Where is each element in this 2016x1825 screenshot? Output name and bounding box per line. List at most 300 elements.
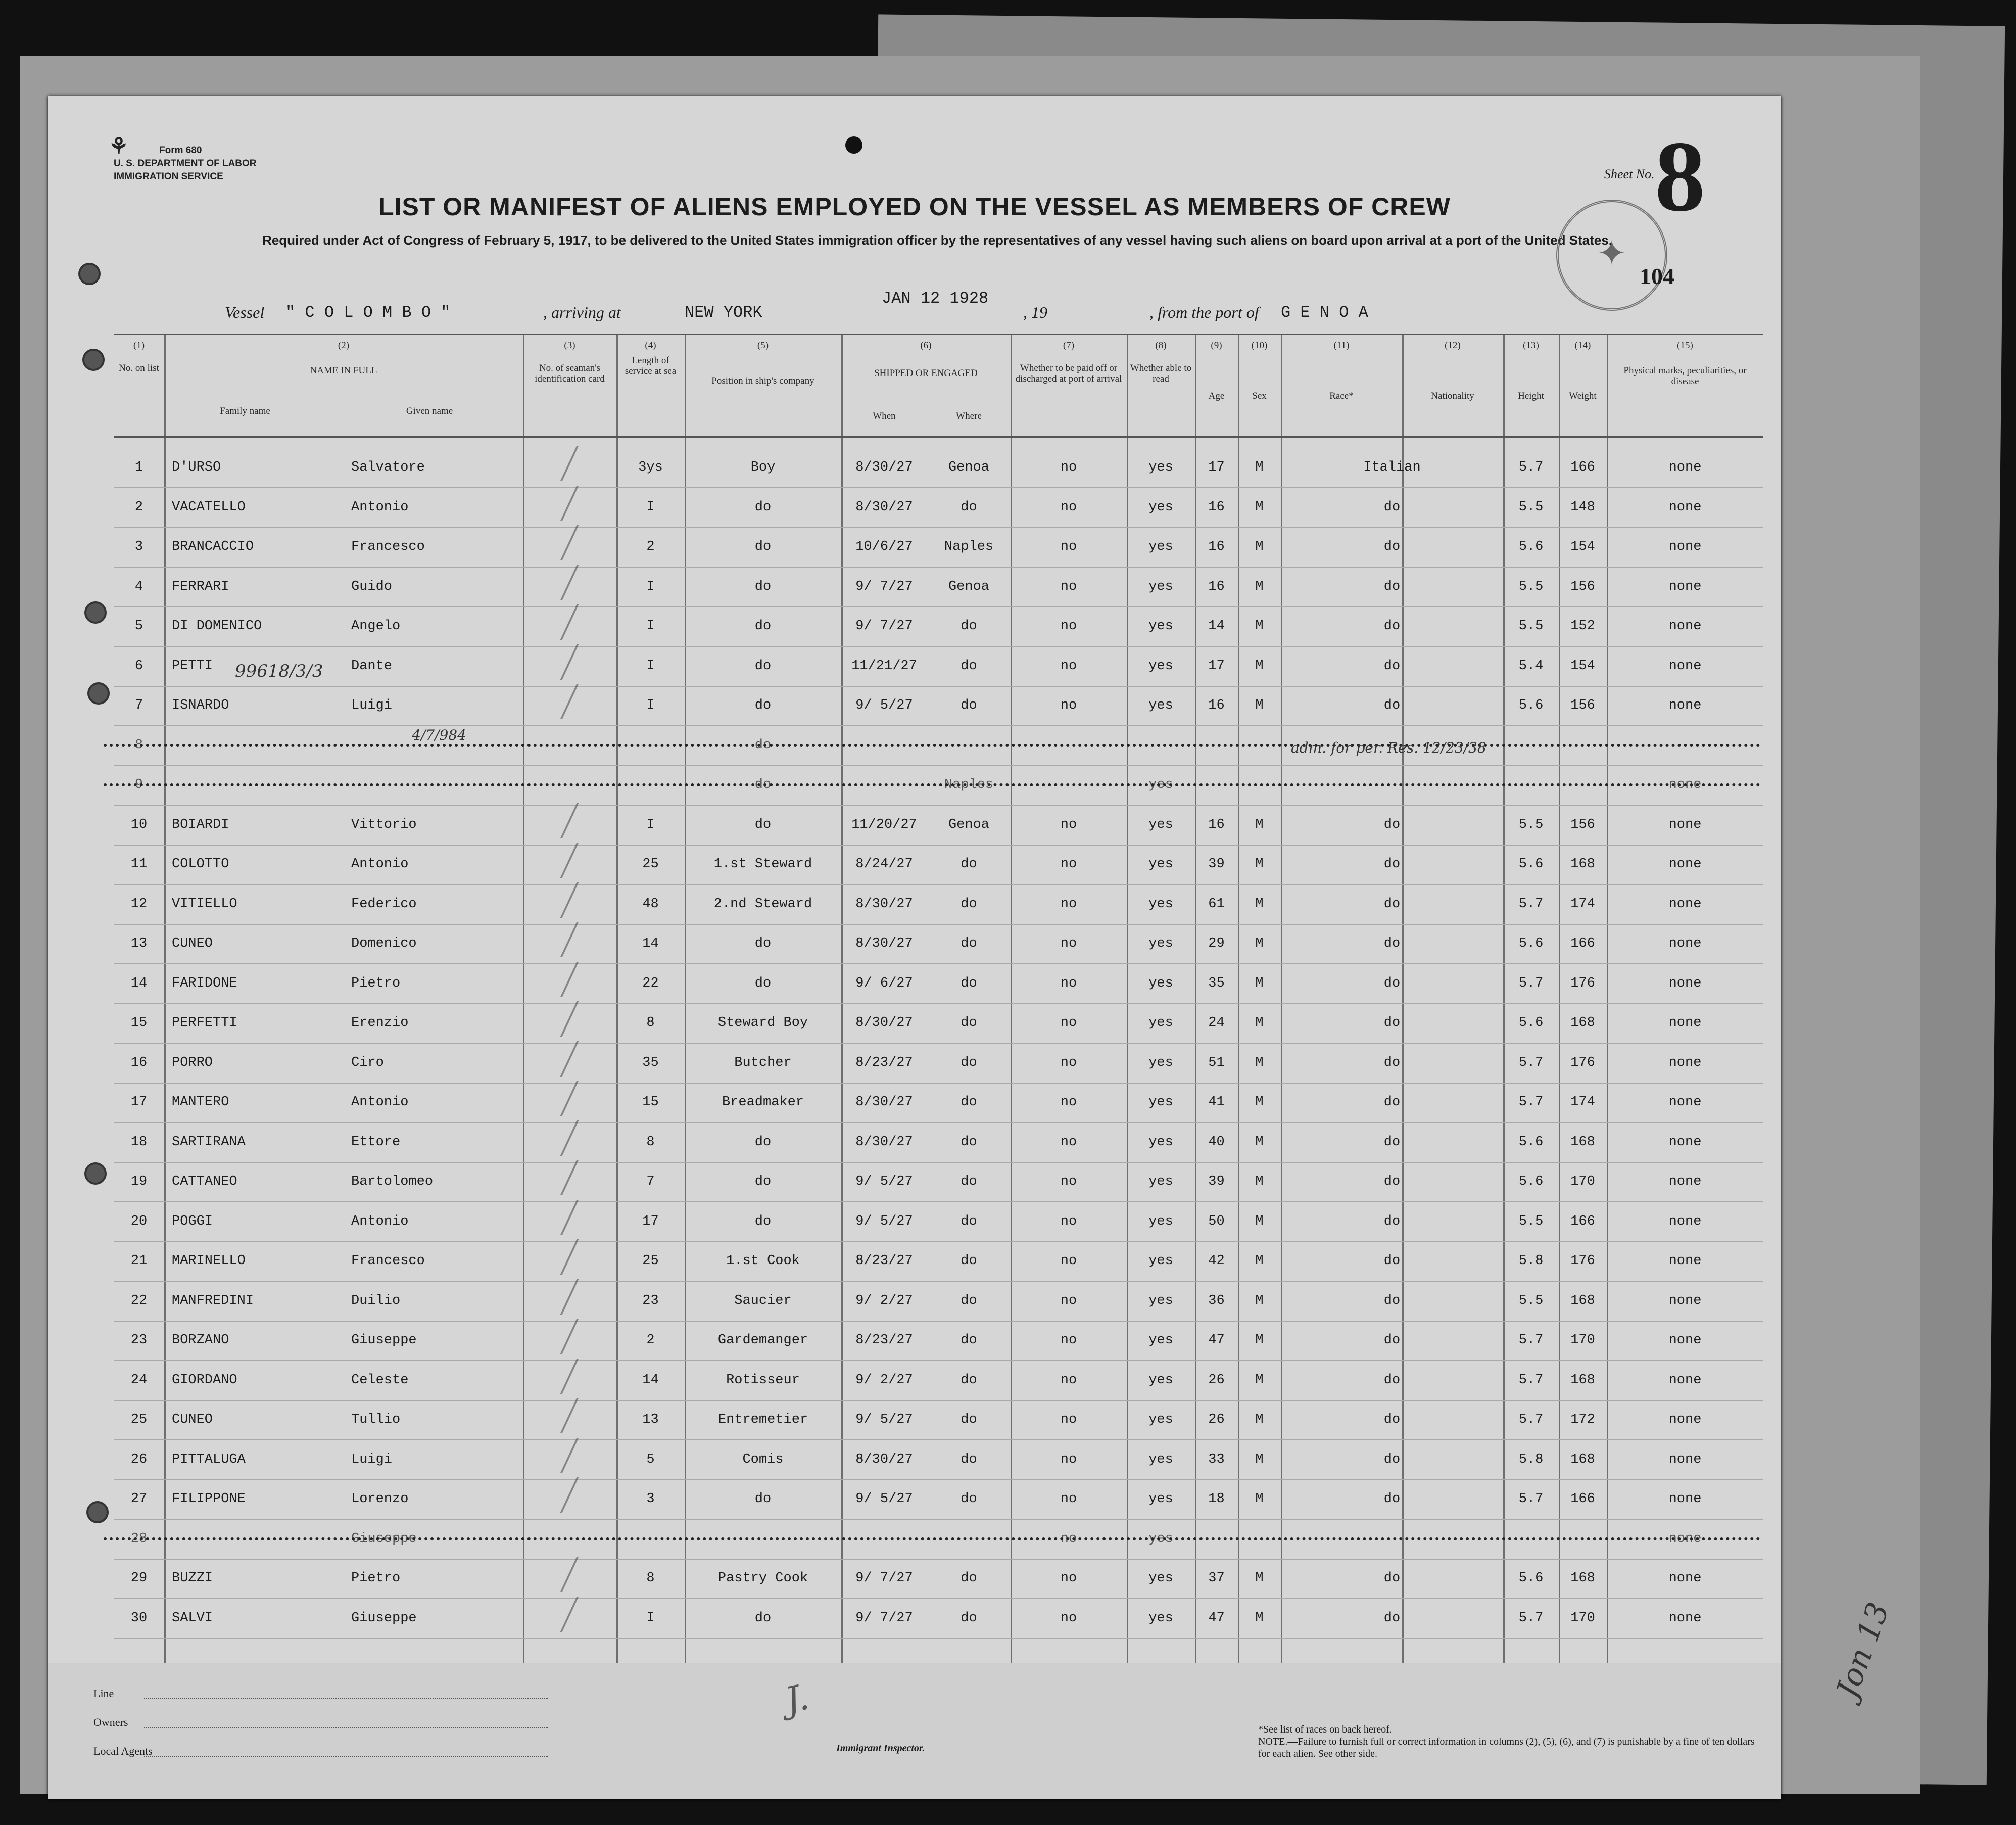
col-header-num: (9)	[1211, 340, 1222, 351]
cell-where: do	[961, 619, 977, 634]
col-header-weight: Weight	[1569, 391, 1597, 401]
cell-sex: M	[1255, 1213, 1264, 1229]
cell-given: Vittorio	[351, 817, 417, 832]
cell-no: 24	[130, 1372, 148, 1388]
cell-weight: 168	[1570, 1452, 1595, 1467]
cell-position: do	[754, 777, 772, 792]
cell-service: 14	[642, 936, 659, 951]
table-row	[114, 1203, 1763, 1242]
cell-paid: no	[1060, 975, 1077, 991]
cell-height: 5.6	[1518, 936, 1544, 951]
cell-no: 7	[134, 698, 143, 713]
cell-paid: no	[1060, 1174, 1077, 1189]
table-row	[114, 1362, 1763, 1401]
cell-age: 16	[1208, 698, 1225, 713]
cell-service: I	[646, 579, 655, 594]
cell-weight: 170	[1570, 1174, 1595, 1189]
table-row	[114, 687, 1763, 726]
cell-where: do	[961, 658, 977, 674]
cell-sex: M	[1255, 975, 1264, 991]
cell-no: 26	[130, 1452, 148, 1467]
cell-height: 5.6	[1518, 857, 1544, 872]
cell-when: 9/ 7/27	[855, 1571, 913, 1586]
cell-sex: M	[1255, 1452, 1264, 1467]
cell-given: Giuseppe	[351, 1610, 417, 1626]
cell-position: do	[754, 539, 772, 554]
vessel-label: Vessel	[225, 303, 265, 321]
line-label: Line	[93, 1687, 114, 1700]
cell-read: yes	[1148, 1095, 1173, 1110]
cell-weight: 176	[1570, 1055, 1595, 1070]
cell-given: Salvatore	[351, 460, 425, 475]
cell-race: do	[1383, 1491, 1401, 1507]
cell-paid: no	[1060, 1571, 1077, 1586]
cell-read: yes	[1148, 698, 1173, 713]
cell-race: do	[1383, 698, 1401, 713]
cell-no: 8	[134, 737, 143, 753]
table-row	[114, 528, 1763, 568]
cell-height: 5.8	[1518, 1452, 1544, 1467]
cell-no: 5	[134, 619, 143, 634]
cell-when: 8/23/27	[855, 1055, 913, 1070]
cell-sex: M	[1255, 460, 1264, 475]
cell-service: I	[646, 1610, 655, 1626]
cell-family: PORRO	[172, 1055, 213, 1070]
col-header-num: (4)	[645, 340, 656, 351]
cell-position: do	[754, 1491, 772, 1507]
cell-position: Boy	[750, 460, 776, 475]
vessel-name: " C O L O M B O "	[285, 303, 451, 322]
punch-hole	[84, 1162, 107, 1185]
cell-where: do	[961, 499, 977, 515]
cell-position: do	[754, 737, 772, 753]
cell-race: do	[1383, 817, 1401, 832]
cell-sex: M	[1255, 817, 1264, 832]
cell-marks: none	[1668, 975, 1702, 991]
cell-no: 3	[134, 539, 143, 554]
cell-when: 9/ 7/27	[855, 1610, 913, 1626]
arriving-port: NEW YORK	[685, 303, 762, 322]
footnote	[1258, 1723, 1763, 1760]
cell-given: Giuseppe	[351, 1531, 417, 1547]
cell-race: do	[1383, 1293, 1401, 1308]
cell-given: Angelo	[351, 619, 401, 634]
cell-marks: none	[1668, 1293, 1702, 1308]
cell-paid: no	[1060, 539, 1077, 554]
cell-position: do	[754, 1610, 772, 1626]
cell-read: yes	[1148, 1372, 1173, 1388]
cell-marks: none	[1668, 1055, 1702, 1070]
cell-weight: 168	[1570, 1372, 1595, 1388]
cell-service: I	[646, 499, 655, 515]
cell-read: yes	[1148, 619, 1173, 634]
cell-read: yes	[1148, 975, 1173, 991]
table-row	[114, 1322, 1763, 1361]
cell-service: 3ys	[638, 460, 663, 475]
cell-age: 41	[1208, 1095, 1225, 1110]
cell-height: 5.4	[1518, 658, 1544, 674]
page-title: LIST OR MANIFEST OF ALIENS EMPLOYED ON THE VESSEL AS MEMBERS OF CREW	[378, 193, 1451, 221]
cell-family: BOIARDI	[172, 817, 229, 832]
cell-where: Genoa	[948, 817, 989, 832]
cell-paid: no	[1060, 1333, 1077, 1348]
cell-marks: none	[1668, 658, 1702, 674]
cell-service: 8	[646, 1134, 655, 1150]
cell-race: do	[1383, 1055, 1401, 1070]
table-row	[114, 766, 1763, 806]
table-row	[114, 489, 1763, 528]
cell-paid: no	[1060, 579, 1077, 594]
cell-no: 4	[134, 579, 143, 594]
cell-weight: 170	[1570, 1610, 1595, 1626]
cell-race: do	[1383, 1452, 1401, 1467]
cell-marks: none	[1668, 1452, 1702, 1467]
cell-race: do	[1383, 579, 1401, 594]
cell-marks: none	[1668, 1253, 1702, 1269]
col-header-num: (12)	[1445, 340, 1461, 351]
cell-given: Francesco	[351, 539, 425, 554]
cell-race: do	[1383, 975, 1401, 991]
cell-position: Breadmaker	[722, 1095, 804, 1110]
cell-age: 47	[1208, 1610, 1225, 1626]
cell-weight: 174	[1570, 1095, 1595, 1110]
cell-service: I	[646, 698, 655, 713]
table-row	[114, 1004, 1763, 1044]
cell-given: Duilio	[351, 1293, 401, 1308]
cell-sex: M	[1255, 1610, 1264, 1626]
cell-position: Saucier	[734, 1293, 792, 1308]
cell-where: do	[961, 1253, 977, 1269]
cell-read: yes	[1148, 1055, 1173, 1070]
cell-no: 25	[130, 1412, 148, 1427]
cell-position: Comis	[742, 1452, 784, 1467]
cell-read: yes	[1148, 658, 1173, 674]
cell-given: Antonio	[351, 857, 409, 872]
table-row	[114, 1124, 1763, 1163]
table-row	[114, 1044, 1763, 1084]
cell-age: 37	[1208, 1571, 1225, 1586]
cell-paid: no	[1060, 896, 1077, 912]
cell-weight: 166	[1570, 1491, 1595, 1507]
cell-paid: no	[1060, 658, 1077, 674]
cell-height: 5.6	[1518, 1571, 1544, 1586]
cell-sex: M	[1255, 1412, 1264, 1427]
cell-race: do	[1383, 1372, 1401, 1388]
cell-height: 5.5	[1518, 1293, 1544, 1308]
cell-marks: none	[1668, 817, 1702, 832]
cell-service: 8	[646, 1571, 655, 1586]
cell-family: COLOTTO	[172, 857, 229, 872]
cell-paid: no	[1060, 619, 1077, 634]
cell-weight: 154	[1570, 658, 1595, 674]
from-label: , from the port of	[1149, 303, 1259, 321]
cell-family: BUZZI	[172, 1571, 213, 1586]
cell-read: yes	[1148, 1333, 1173, 1348]
cell-height: 5.5	[1518, 499, 1544, 515]
form-number: Form 680	[159, 145, 202, 156]
cell-no: 13	[130, 936, 148, 951]
col-header-num: (7)	[1063, 340, 1075, 351]
cell-marks: none	[1668, 1610, 1702, 1626]
col-header-num: (10)	[1251, 340, 1268, 351]
table-row	[114, 1600, 1763, 1639]
cell-marks: none	[1668, 619, 1702, 634]
cell-paid: no	[1060, 499, 1077, 515]
service-label: IMMIGRATION SERVICE	[114, 171, 223, 182]
cell-paid: no	[1060, 1015, 1077, 1031]
cell-no: 29	[130, 1571, 148, 1586]
cell-race: do	[1383, 1015, 1401, 1031]
cell-age: 39	[1208, 1174, 1225, 1189]
header-divider	[114, 436, 1763, 438]
cell-read: yes	[1148, 1293, 1173, 1308]
cell-family: POGGI	[172, 1213, 213, 1229]
col-header-nationality: Nationality	[1431, 391, 1474, 401]
cell-given: Bartolomeo	[351, 1174, 434, 1189]
cell-marks: none	[1668, 1491, 1702, 1507]
cell-no: 12	[130, 896, 148, 912]
table-row	[114, 449, 1763, 488]
cell-age: 18	[1208, 1491, 1225, 1507]
cell-marks: none	[1668, 579, 1702, 594]
cell-when: 8/30/27	[855, 1452, 913, 1467]
cell-service: 22	[642, 975, 659, 991]
row-rule	[114, 1638, 1763, 1639]
table-row	[114, 965, 1763, 1004]
cell-age: 17	[1208, 658, 1225, 674]
cell-family: DI DOMENICO	[172, 619, 262, 634]
cell-read: yes	[1148, 1571, 1173, 1586]
year-label: , 19	[1023, 303, 1047, 321]
cell-family: PERFETTI	[172, 1015, 237, 1031]
cell-height: 5.6	[1518, 1134, 1544, 1150]
cell-read: yes	[1148, 1610, 1173, 1626]
cell-marks: none	[1668, 857, 1702, 872]
cell-marks: none	[1668, 539, 1702, 554]
cell-marks: none	[1668, 499, 1702, 515]
cell-service: 3	[646, 1491, 655, 1507]
cell-read: yes	[1148, 1213, 1173, 1229]
cell-age: 17	[1208, 460, 1225, 475]
cell-age: 40	[1208, 1134, 1225, 1150]
departure-port: G E N O A	[1281, 303, 1368, 322]
cell-race: do	[1383, 1610, 1401, 1626]
cell-when: 11/21/27	[851, 658, 917, 674]
strike-through-line	[104, 1537, 1761, 1540]
cell-where: Genoa	[948, 579, 989, 594]
cell-age: 16	[1208, 539, 1225, 554]
cell-height: 5.7	[1518, 460, 1544, 475]
cell-race: do	[1383, 896, 1401, 912]
col-header-num: (11)	[1333, 340, 1350, 351]
cell-family: PETTI	[172, 658, 213, 674]
cell-position: do	[754, 975, 772, 991]
cell-position: 1.st Steward	[713, 857, 812, 872]
cell-no: 19	[130, 1174, 148, 1189]
table-row	[114, 1560, 1763, 1599]
cell-where: do	[961, 1174, 977, 1189]
cell-no: 14	[130, 975, 148, 991]
cell-service: 48	[642, 896, 659, 912]
cell-family: D'URSO	[172, 460, 221, 475]
races-note: *See list of races on back hereof.	[1258, 1724, 1392, 1735]
cell-paid: no	[1060, 1055, 1077, 1070]
cell-weight: 174	[1570, 896, 1595, 912]
cell-service: 2	[646, 1333, 655, 1348]
cell-position: Steward Boy	[717, 1015, 808, 1031]
owners-label: Owners	[93, 1716, 128, 1728]
cell-when: 8/30/27	[855, 1015, 913, 1031]
cell-sex: M	[1255, 499, 1264, 515]
cell-when: 8/23/27	[855, 1333, 913, 1348]
cell-height: 5.6	[1518, 1015, 1544, 1031]
cell-marks: none	[1668, 1174, 1702, 1189]
cell-age: 51	[1208, 1055, 1225, 1070]
table-row	[114, 647, 1763, 687]
cell-when: 9/ 5/27	[855, 698, 913, 713]
handwritten-note: 99618/3/3	[235, 661, 323, 681]
cell-where: do	[961, 1412, 977, 1427]
cell-age: 16	[1208, 817, 1225, 832]
sheet-number: 8	[1655, 121, 1705, 232]
table-row	[114, 1520, 1763, 1560]
cell-weight: 168	[1570, 1015, 1595, 1031]
cell-read: yes	[1148, 1134, 1173, 1150]
cell-height: 5.7	[1518, 896, 1544, 912]
cell-given: Antonio	[351, 1095, 409, 1110]
cell-position: do	[754, 658, 772, 674]
cell-race: do	[1383, 1213, 1401, 1229]
cell-where: do	[961, 936, 977, 951]
cell-where: do	[961, 1055, 977, 1070]
cell-service: 5	[646, 1452, 655, 1467]
cell-where: do	[961, 1610, 977, 1626]
cell-read: yes	[1148, 817, 1173, 832]
table-row	[114, 568, 1763, 607]
page-subtitle: Required under Act of Congress of February 5, 1917, to be delivered to the United States immigration officer by the representatives of any vessel having such aliens on board upon arrival at a port of the United States.	[262, 232, 1612, 248]
strike-through-line	[104, 783, 1761, 786]
owners-field	[144, 1727, 548, 1728]
cell-where: do	[961, 1015, 977, 1031]
cell-height: 5.7	[1518, 1372, 1544, 1388]
cell-when: 9/ 6/27	[855, 975, 913, 991]
cell-read: yes	[1148, 1452, 1173, 1467]
cell-position: do	[754, 1134, 772, 1150]
cell-read: yes	[1148, 1412, 1173, 1427]
cell-sex: M	[1255, 857, 1264, 872]
col-header-age: Age	[1208, 391, 1225, 401]
cell-sex: M	[1255, 1333, 1264, 1348]
cell-family: CUNEO	[172, 1412, 213, 1427]
cell-sex: M	[1255, 1293, 1264, 1308]
cell-position: do	[754, 499, 772, 515]
cell-when: 8/30/27	[855, 499, 913, 515]
cell-age: 33	[1208, 1452, 1225, 1467]
cell-given: Tullio	[351, 1412, 401, 1427]
table-row	[114, 885, 1763, 925]
cell-read: yes	[1148, 777, 1173, 792]
cell-height: 5.7	[1518, 975, 1544, 991]
cell-height: 5.7	[1518, 1333, 1544, 1348]
cell-weight: 176	[1570, 1253, 1595, 1269]
cell-race: do	[1383, 936, 1401, 951]
cell-race: do	[1383, 1095, 1401, 1110]
punch-hole	[78, 263, 101, 285]
cell-race: do	[1383, 857, 1401, 872]
table-row	[114, 1401, 1763, 1440]
cell-no: 16	[130, 1055, 148, 1070]
cell-no: 21	[130, 1253, 148, 1269]
cell-when: 9/ 7/27	[855, 619, 913, 634]
cell-position: 2.nd Steward	[713, 896, 812, 912]
cell-no: 6	[134, 658, 143, 674]
cell-marks: none	[1668, 1213, 1702, 1229]
cell-family: MANFREDINI	[172, 1293, 254, 1308]
cell-marks: none	[1668, 777, 1702, 792]
cell-read: yes	[1148, 460, 1173, 475]
cell-given: Luigi	[351, 1452, 393, 1467]
cell-family: GIORDANO	[172, 1372, 237, 1388]
eagle-seal-icon: ✦	[1597, 235, 1627, 273]
cell-no: 22	[130, 1293, 148, 1308]
cell-marks: none	[1668, 1333, 1702, 1348]
col-header-name: NAME IN FULL	[310, 365, 377, 376]
cell-no: 17	[130, 1095, 148, 1110]
col-header-given: Given name	[406, 406, 453, 416]
cell-family: BRANCACCIO	[172, 539, 254, 554]
cell-paid: no	[1060, 698, 1077, 713]
cell-read: yes	[1148, 1174, 1173, 1189]
cell-weight: 168	[1570, 857, 1595, 872]
cell-height: 5.7	[1518, 1412, 1544, 1427]
cell-service: 2	[646, 539, 655, 554]
cell-marks: none	[1668, 1531, 1702, 1547]
col-header-num: (2)	[338, 340, 350, 351]
col-header-read: Whether able to read	[1130, 363, 1192, 384]
cell-where: do	[961, 1134, 977, 1150]
col-header-marks: Physical marks, peculiarities, or disease	[1623, 365, 1747, 387]
cell-position: do	[754, 1213, 772, 1229]
cell-where: do	[961, 1372, 977, 1388]
cell-where: do	[961, 1213, 977, 1229]
cell-no: 1	[134, 460, 143, 475]
fine-note: NOTE.—Failure to furnish full or correct information in columns (2), (5), (6), and (7) is punishable by a fine of ten dollars for each alien. See other side.	[1258, 1736, 1755, 1759]
col-header-num: (8)	[1155, 340, 1167, 351]
cell-marks: none	[1668, 1571, 1702, 1586]
line-field	[144, 1698, 548, 1699]
punch-hole	[84, 601, 107, 624]
cell-given: Celeste	[351, 1372, 409, 1388]
cell-sex: M	[1255, 1491, 1264, 1507]
cell-service: I	[646, 619, 655, 634]
cell-family: CUNEO	[172, 936, 213, 951]
cell-height: 5.5	[1518, 817, 1544, 832]
cell-no: 2	[134, 499, 143, 515]
cell-sex: M	[1255, 936, 1264, 951]
cell-given: Dante	[351, 658, 393, 674]
table-row	[114, 607, 1763, 647]
handwritten-note: 4/7/984	[412, 727, 466, 743]
cell-weight: 176	[1570, 975, 1595, 991]
agents-field	[144, 1756, 548, 1757]
cell-age: 39	[1208, 857, 1225, 872]
cell-given: Lorenzo	[351, 1491, 409, 1507]
agents-label: Local Agents	[93, 1745, 153, 1757]
cell-family: BORZANO	[172, 1333, 229, 1348]
table-row	[114, 1242, 1763, 1282]
cell-where: do	[961, 1571, 977, 1586]
cell-height: 5.6	[1518, 1174, 1544, 1189]
